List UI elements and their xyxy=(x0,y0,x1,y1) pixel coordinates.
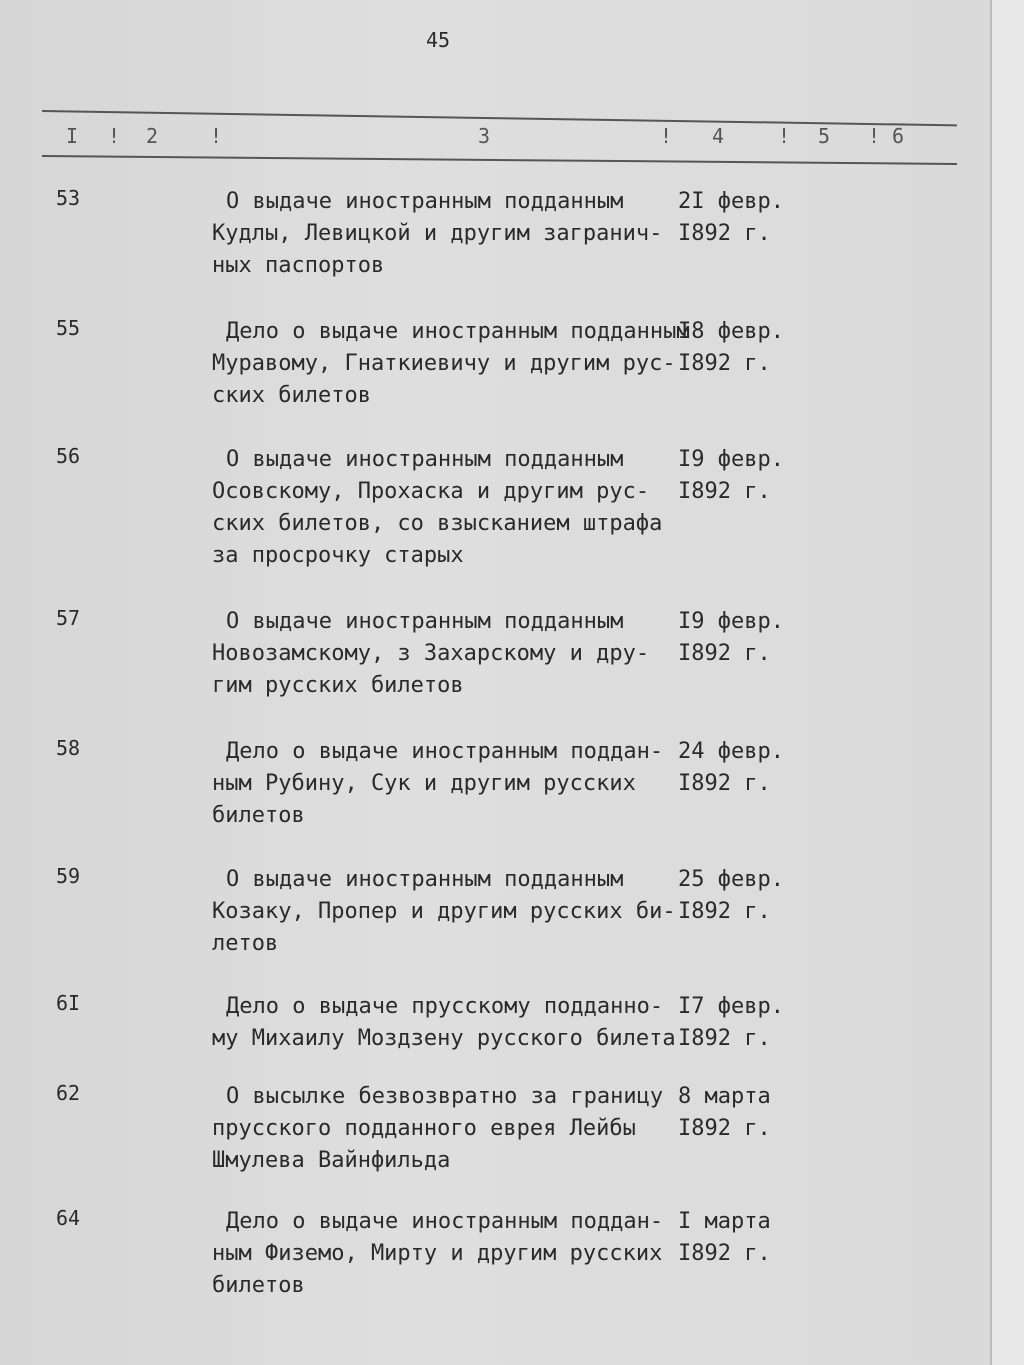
entry-line: Осовскому, Прохаска и другим рус- xyxy=(212,479,650,504)
column-separator: ! xyxy=(868,124,881,148)
date-line: I892 г. xyxy=(678,351,771,376)
entry-line: О выдаче иностранным подданным xyxy=(226,609,624,634)
entry-date xyxy=(678,186,784,250)
date-line: 24 февр. xyxy=(678,739,784,764)
entry-line: Шмулева Вайнфильда xyxy=(212,1148,451,1173)
date-line: I9 февр. xyxy=(678,609,784,634)
entry-title xyxy=(212,186,662,282)
column-header: 2 xyxy=(146,124,159,148)
entry-date xyxy=(678,736,784,800)
entry-date xyxy=(678,1206,771,1270)
date-line: 25 февр. xyxy=(678,867,784,892)
entry-line: Дело о выдаче иностранным поддан- xyxy=(226,1209,664,1234)
date-line: I892 г. xyxy=(678,1241,771,1266)
entry-line: билетов xyxy=(212,803,305,828)
entry-title xyxy=(212,864,676,960)
page-number: 45 xyxy=(426,28,451,52)
entry-title xyxy=(212,316,690,412)
date-line: I892 г. xyxy=(678,1116,771,1141)
date-line: I892 г. xyxy=(678,641,771,666)
date-line: 8 марта xyxy=(678,1084,771,1109)
entry-date xyxy=(678,1081,771,1145)
entry-line: О выдаче иностранным подданным xyxy=(226,189,624,214)
entry-line: О выдаче иностранным подданным xyxy=(226,447,624,472)
entry-line: Козаку, Пропер и другим русских би- xyxy=(212,899,676,924)
entry-line: за просрочку старых xyxy=(212,543,464,568)
entry-date xyxy=(678,606,784,670)
column-header: 6 xyxy=(892,124,905,148)
entry-line: ным Физемо, Мирту и другим русских xyxy=(212,1241,663,1266)
entry-number: 56 xyxy=(56,444,81,468)
date-line: 2I февр. xyxy=(678,189,784,214)
column-header: 5 xyxy=(818,124,831,148)
date-line: I892 г. xyxy=(678,771,771,796)
page-edge xyxy=(990,0,1024,1365)
entry-line: Новозамскому, з Захарскому и дру- xyxy=(212,641,650,666)
entry-title xyxy=(212,736,663,832)
entry-line: му Михаилу Моздзену русского билета xyxy=(212,1026,676,1051)
entry-line: летов xyxy=(212,931,279,956)
entry-number: 53 xyxy=(56,186,81,210)
entry-line: Дело о выдаче иностранным подданным xyxy=(226,319,690,344)
entry-title xyxy=(212,991,676,1055)
entry-number: 55 xyxy=(56,316,81,340)
entry-title xyxy=(212,1081,663,1177)
date-line: I892 г. xyxy=(678,1026,771,1051)
entry-title xyxy=(212,606,649,702)
entry-date xyxy=(678,444,784,508)
entry-date xyxy=(678,864,784,928)
entry-line: ских билетов, со взысканием штрафа xyxy=(212,511,663,536)
entry-number: 58 xyxy=(56,736,81,760)
entry-number: 57 xyxy=(56,606,81,630)
date-line: I892 г. xyxy=(678,899,771,924)
entry-line: Муравому, Гнаткиевичу и другим рус- xyxy=(212,351,676,376)
entry-line: ных паспортов xyxy=(212,253,385,278)
column-separator: ! xyxy=(778,124,791,148)
entry-line: Дело о выдаче иностранным поддан- xyxy=(226,739,664,764)
entry-number: 6I xyxy=(56,991,81,1015)
column-separator: ! xyxy=(210,124,223,148)
entry-line: прусского подданного еврея Лейбы xyxy=(212,1116,636,1141)
date-line: I892 г. xyxy=(678,221,771,246)
date-line: I9 февр. xyxy=(678,447,784,472)
entry-title xyxy=(212,1206,663,1302)
entry-number: 62 xyxy=(56,1081,81,1105)
entry-number: 64 xyxy=(56,1206,81,1230)
column-separator: ! xyxy=(108,124,121,148)
entry-number: 59 xyxy=(56,864,81,888)
column-header: 4 xyxy=(712,124,725,148)
entry-line: Дело о выдаче прусскому подданно- xyxy=(226,994,664,1019)
entry-line: О высылке безвозвратно за границу xyxy=(226,1084,664,1109)
entry-line: билетов xyxy=(212,1273,305,1298)
entry-line: гим русских билетов xyxy=(212,673,464,698)
date-line: I8 февр. xyxy=(678,319,784,344)
date-line: I7 февр. xyxy=(678,994,784,1019)
entry-line: О выдаче иностранным подданным xyxy=(226,867,624,892)
entry-title xyxy=(212,444,662,572)
date-line: I892 г. xyxy=(678,479,771,504)
entry-date xyxy=(678,991,784,1055)
column-header: I xyxy=(66,124,79,148)
entry-date xyxy=(678,316,784,380)
entry-line: Кудлы, Левицкой и другим загранич- xyxy=(212,221,663,246)
date-line: I марта xyxy=(678,1209,771,1234)
entry-line: ным Рубину, Сук и другим русских xyxy=(212,771,636,796)
column-header: 3 xyxy=(478,124,491,148)
column-separator: ! xyxy=(660,124,673,148)
entry-line: ских билетов xyxy=(212,383,371,408)
